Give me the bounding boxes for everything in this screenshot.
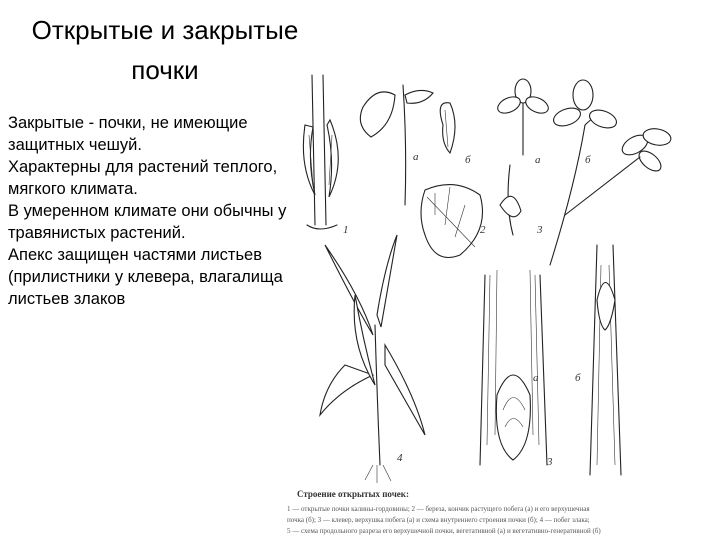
clover-shoot-drawing <box>495 79 672 265</box>
label-n4: 4 <box>397 452 403 464</box>
paragraph-3: В умеренном климате они обычны у травянистых растений. <box>8 202 287 242</box>
paragraph-4: Апекс защищен частями листьев (прилистники у клевера, влагалища листьев злаков <box>8 246 283 308</box>
bud-illustration <box>285 65 720 540</box>
grass-shoot-drawing <box>320 235 425 483</box>
label-n2: 2 <box>480 224 486 236</box>
label-a2: а <box>535 154 541 166</box>
label-b1: б <box>465 154 471 166</box>
vegetative-generative-bud-drawing <box>575 245 621 475</box>
label-b2: б <box>585 154 591 166</box>
slide-title <box>0 10 330 90</box>
label-b3: б <box>575 372 581 384</box>
birch-shoot-drawing <box>360 85 521 258</box>
grass-bud-section-drawing <box>480 270 553 468</box>
label-n3b: 3 <box>547 456 553 468</box>
caption-line-1: 1 — открытые почки калины-гордовины; 2 — береза, кончик растущего побега (а) и его верхушечная <box>287 505 590 513</box>
viburnum-shoot-drawing <box>303 75 348 236</box>
label-a1: а <box>413 151 419 163</box>
caption-line-3: 5 — схема продольного разреза его верхушечной почки, вегетативной (а) и вегетативно-генеративной (б) <box>287 527 601 535</box>
slide-body <box>8 112 293 310</box>
title-line-2: почки <box>131 55 199 85</box>
label-n1: 1 <box>343 224 349 236</box>
paragraph-2: Характерны для растений теплого, мягкого климата. <box>8 158 278 198</box>
paragraph-1: Закрытые - почки, не имеющие защитных чешуй. <box>8 114 248 154</box>
label-n3: 3 <box>537 224 543 236</box>
figure-caption <box>287 489 601 535</box>
caption-line-2: почка (б); 3 — клевер, верхушка побега (а) и схема внутреннего строения почки (б); 4 — побег злака; <box>287 516 590 524</box>
caption-title: Строение открытых почек: <box>297 489 409 499</box>
label-a3: а <box>533 372 539 384</box>
title-line-1: Открытые и закрытые <box>31 15 299 45</box>
